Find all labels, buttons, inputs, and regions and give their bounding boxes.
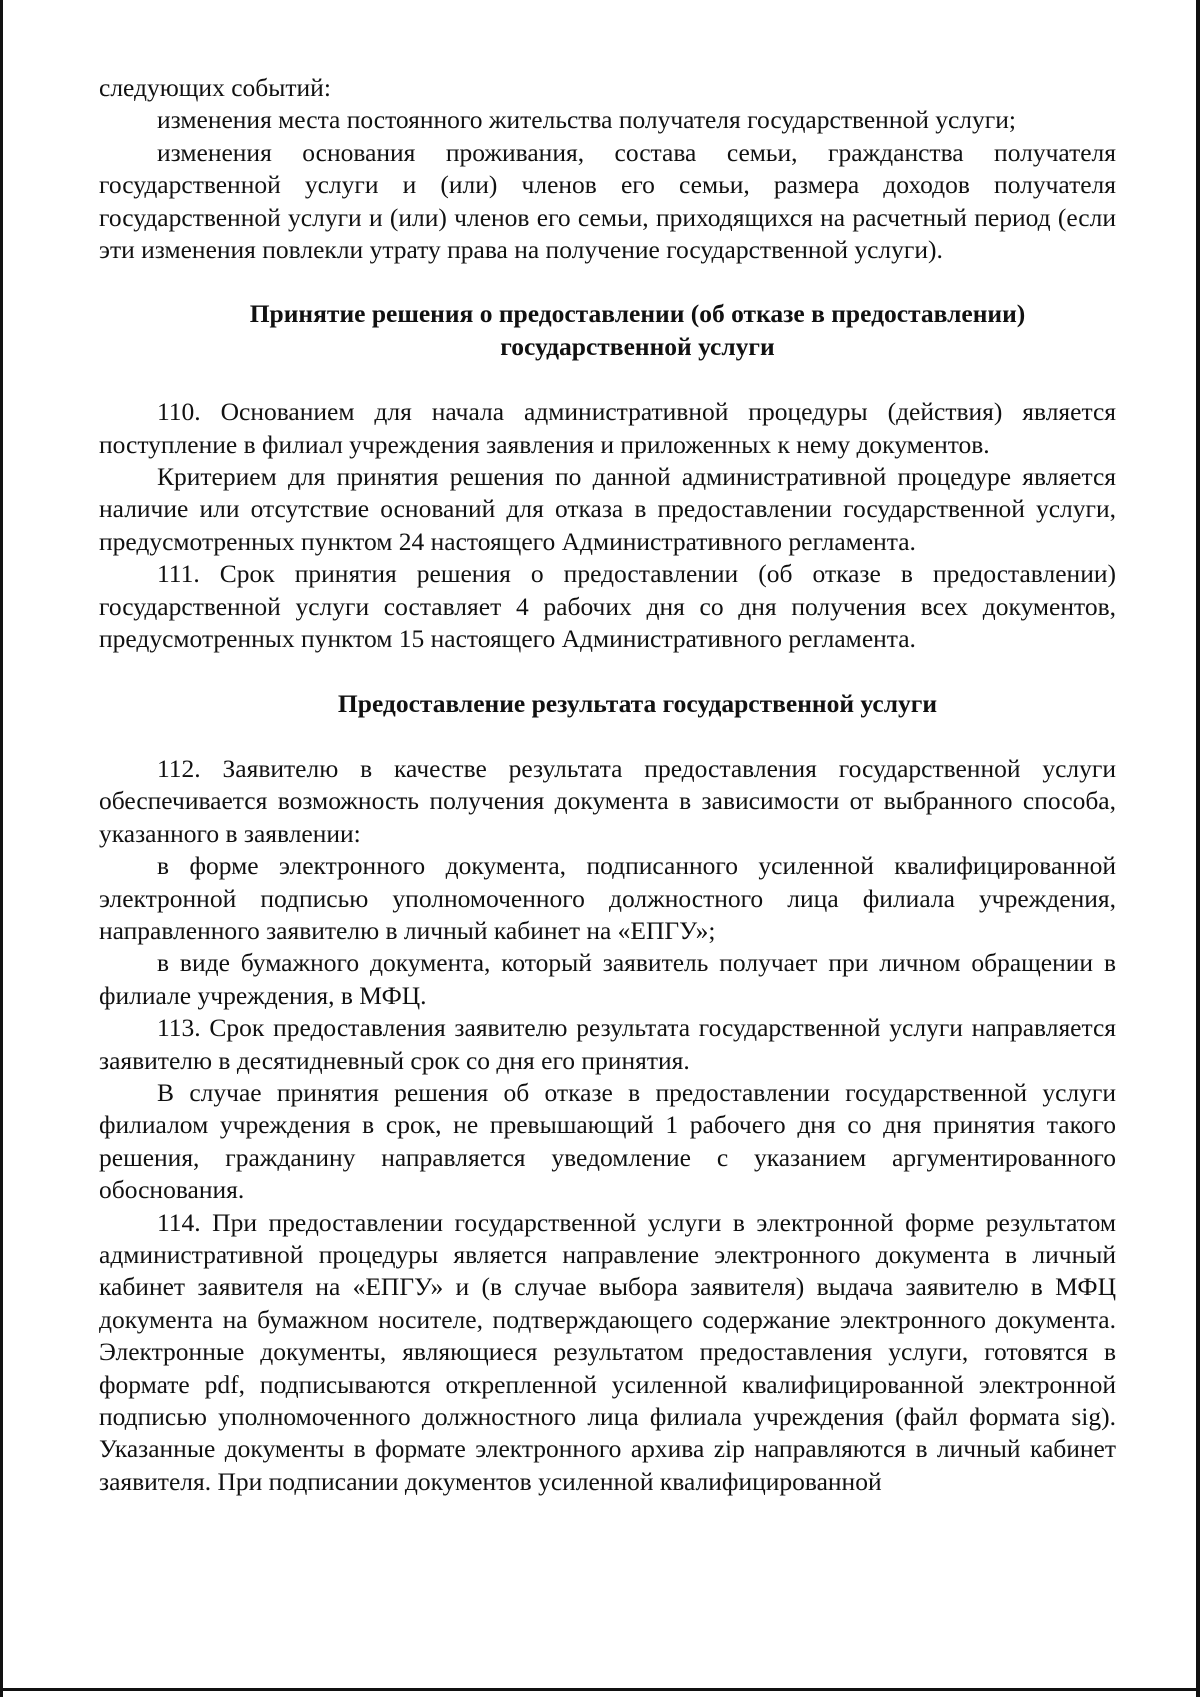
paragraph-112: 112. Заявителю в качестве результата предоставления государственной услуги обеспечивается возможность получения документа в зависимости от выбранного способа, указанного в заявлении: [99,753,1116,848]
paragraph-paper-form: в виде бумажного документа, который заявитель получает при личном обращении в филиале учреждения, в МФЦ. [99,948,1116,1010]
section-heading-decision-line1: Принятие решения о предоставлении (об отказе в предоставлении) [249,299,1026,329]
scan-border-right [1196,0,1200,1697]
section-heading-result [99,688,1116,720]
scan-border-left [0,0,3,1697]
paragraph-family-change: изменения основания проживания, состава семьи, гражданства получателя государственной услуги и (или) членов его семьи, размера доходов получателя государственной услуги и (или) членов его семьи, приходящихся на расчетный период (если эти изменения повлекли утрату права на получение государственной услуги). [99,137,1116,265]
paragraph-decision-criterion: Критерием для принятия решения по данной административной процедуре является наличие или отсутствие оснований для отказа в предоставлении государственной услуги, предусмотренных пунктом 24 настоящего Административного регламента. [99,462,1116,556]
paragraph-114: 114. При предоставлении государственной услуги в электронной форме результатом административной процедуры является направление электронного документа в личный кабинет заявителя на «ЕПГУ» и (в случае выбора заявителя) выдача заявителю в МФЦ документа на бумажном носителе, подтверждающего содержание электронного документа. Электронные документы, являющиеся результатом предоставления услуги, готовятся в формате pdf, подписываются открепленной усиленной квалифицированной электронной подписью уполномоченного должностного лица филиала учреждения (файл формата sig). Указанные документы в формате электронного архива zip направляются в личный кабинет заявителя. При подписании документов усиленной квалифицированной [99,1207,1116,1496]
paragraph-continuation: следующих событий: [99,73,331,102]
section-heading-result-line: Предоставление результата государственной услуги [337,688,938,718]
document-body [99,72,1116,1498]
scan-border-bottom [0,1688,1200,1691]
paragraph-refusal-notice: В случае принятия решения об отказе в предоставлении государственной услуги филиалом учреждения в срок, не превышающий 1 рабочего дня со дня принятия такого решения, гражданину направляется уведомление с указанием аргументированного обоснования. [99,1077,1116,1205]
paragraph-electronic-form: в форме электронного документа, подписанного усиленной квалифицированной электронной подписью уполномоченного должностного лица филиала учреждения, направленного заявителю в личный кабинет на «ЕПГУ»; [99,851,1116,945]
section-heading-decision-line2: государственной услуги [500,331,775,361]
section-heading-decision [99,298,1116,363]
paragraph-110: 110. Основанием для начала административной процедуры (действия) является поступление в филиал учреждения заявления и приложенных к нему документов. [99,397,1116,459]
paragraph-residence-change: изменения места постоянного жительства получателя государственной услуги; [157,105,1016,135]
paragraph-113: 113. Срок предоставления заявителю результата государственной услуги направляется заявителю в десятидневный срок со дня его принятия. [99,1013,1116,1075]
paragraph-111: 111. Срок принятия решения о предоставлении (об отказе в предоставлении) государственной услуги составляет 4 рабочих дня со дня получения всех документов, предусмотренных пунктом 15 настоящего Административного регламента. [99,559,1116,654]
